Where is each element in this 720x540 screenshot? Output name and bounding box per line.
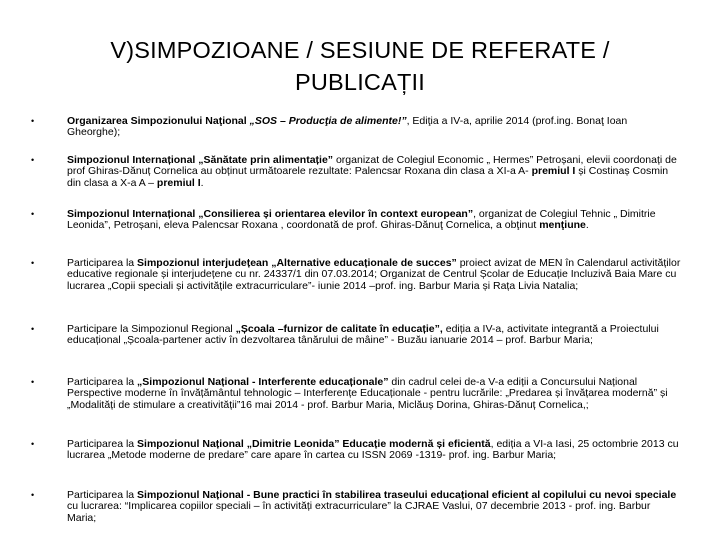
bullet-icon: • xyxy=(31,155,35,165)
bullet-icon: • xyxy=(31,490,35,500)
list-item-text: Participare la Simpozionul Regional „Școala –furnizor de calitate în educație”, ediția a IV-a, activitate integrantă a Proiectului educațional „Școala-partener activ în dezvoltarea tânărului de mâine” - Buzău ianuarie 2014 – prof. Barbur Maria; xyxy=(67,323,659,347)
bullet-icon: • xyxy=(31,324,35,334)
bullet-icon: • xyxy=(31,209,35,219)
bullet-icon: • xyxy=(31,439,35,449)
list-item-text: Simpozionul Internațional „Consilierea și orientarea elevilor în context european”, organizat de Colegiul Tehnic „ Dimitrie Leonida”, Petroșani, eleva Palencsar Roxana , coordonată de prof. Ghiras-Dănuţ Cornelica, a obţinut menţiune. xyxy=(67,208,656,232)
list-item-text: Participarea la Simpozionul Național „Dimitrie Leonida” Educație modernă și eficientă, ediția a VI-a Iasi, 25 octombrie 2013 cu lucrarea „Metode moderne de predare” care apare în cartea cu ISSN 2069 -1319- prof. ing. Barbur Maria; xyxy=(67,438,679,462)
bullet-icon: • xyxy=(31,258,35,268)
list-item-text: Organizarea Simpozionului Naţional „SOS – Producţia de alimente!”, Ediţia a IV-a, aprilie 2014 (prof.ing. Bonaţ Ioan Gheorghe); xyxy=(67,115,628,139)
bullet-icon: • xyxy=(31,116,35,126)
bullet-icon: • xyxy=(31,377,35,387)
page-title-line-1: V)SIMPOZIOANE / SESIUNE DE REFERATE / xyxy=(110,37,610,63)
list-item-text: Participarea la Simpozionul Național - Bune practici în stabilirea traseului educațional eficient al copilului cu nevoi speciale cu lucrarea: “Implicarea copiilor speciali – în activități extracurriculare” la CJRAE Vaslui, 07 decembrie 2013 - prof. ing. Barbur Maria; xyxy=(67,489,677,524)
list-item-text: Simpozionul Internațional „Sănătate prin alimentație” organizat de Colegiul Economic „ Hermes” Petroșani, elevii coordonați de prof Ghiras-Dănuț Cornelica au obținut următoarele rezultate: Palencsar Roxana din clasa a XI-a A- premiul I și Costinaș Cosmin din clasa a X-a A – premiul I. xyxy=(67,154,677,189)
page-title-line-2: PUBLICAȚII xyxy=(295,69,425,95)
list-item-text: Participarea la Simpozionul interjudețean „Alternative educaționale de succes” proiect avizat de MEN în Calendarul activităților educative regionale și interjudețene cu nr. 24337/1 din 07.03.2014; Organizat de Centrul Școlar de Educație Incluzivă Baia Mare cu lucrarea „Copii speciali și activitățile extracurriculare”- iunie 2014 –prof. ing. Barbur Maria și Rața Livia Natalia; xyxy=(67,257,681,292)
list-item-text: Participarea la „Simpozionul Național - Interferente educaționale” din cadrul celei de-a V-a ediții a Concursului Național Perspective moderne în învățământul tehnologic – Interferențe Educaționale - pentru lucrările: „Predarea și învățarea modernă” și „Modalități de stimulare a creativității”16 mai 2014 - prof. Barbur Maria, Miclăuș Dorina, Ghiras-Dănuț Cornelica,; xyxy=(67,376,668,411)
